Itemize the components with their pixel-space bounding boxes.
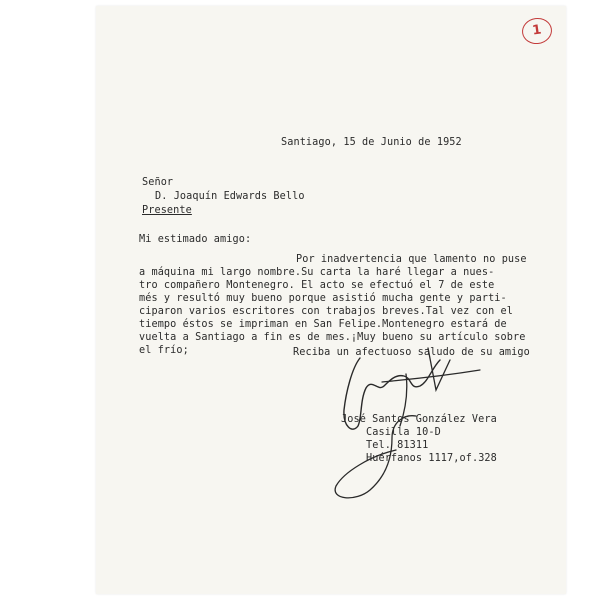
page-number-mark: 1	[520, 16, 553, 46]
body-line: tro compañero Montenegro. El acto se efectuó el 7 de este	[139, 280, 495, 291]
closing-line: Reciba un afectuoso saludo de su amigo	[293, 347, 530, 358]
recipient-name: D. Joaquín Edwards Bello	[155, 191, 305, 202]
body-line: a máquina mi largo nombre.Su carta la haré llegar a nues-	[139, 267, 495, 278]
sender-box: Casilla 10-D	[366, 427, 441, 438]
sender-phone: Tel. 81311	[366, 440, 429, 451]
body-line: més y resultó muy bueno porque asistió mucha gente y parti-	[139, 293, 507, 304]
sender-address: Huérfanos 1117,of.328	[366, 453, 497, 464]
body-line: ciparon varios escritores con trabajos breves.Tal vez con el	[139, 306, 514, 317]
body-line: vuelta a Santiago a fin es de mes.¡Muy bueno su artículo sobre	[139, 332, 526, 343]
sender-name: José Santos González Vera	[341, 414, 497, 425]
body-line: Por inadvertencia que lamento no puse	[296, 254, 527, 265]
recipient-title: Señor	[142, 177, 174, 188]
greeting: Mi estimado amigo:	[139, 234, 252, 245]
body-line: el frío;	[139, 345, 189, 356]
body-line: tiempo éstos se impriman en San Felipe.Montenegro estará de	[139, 319, 507, 330]
recipient-presente: Presente	[142, 205, 192, 216]
date-line: Santiago, 15 de Junio de 1952	[281, 137, 462, 148]
